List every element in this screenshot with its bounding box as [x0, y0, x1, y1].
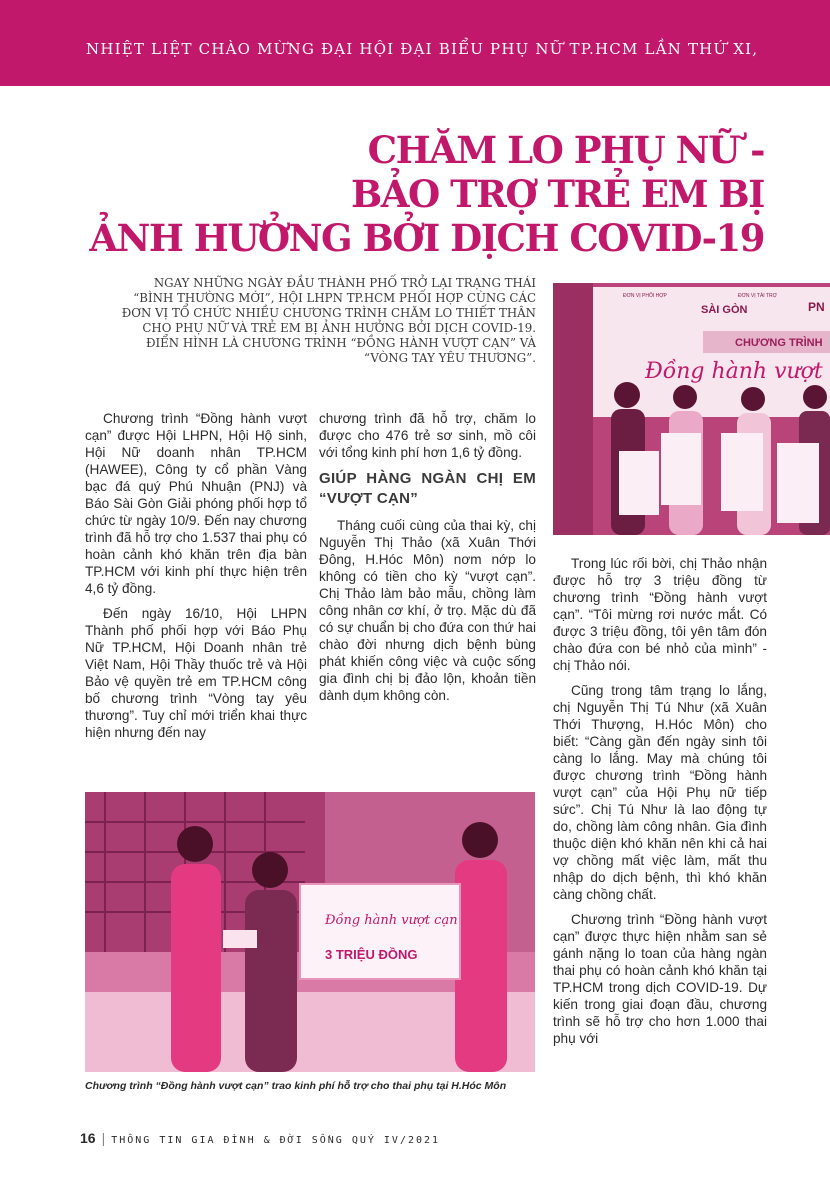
- photo-small-2: ĐƠN VỊ TÀI TRỢ: [738, 293, 777, 299]
- col1-paragraph-1: Chương trình “Đồng hành vượt cạn” được Hội LHPN, Hội Hộ sinh, Hội Nữ doanh nhân TP.HCM (HAWEE), Công ty cổ phần Vàng bạc đá quý Phú Nhuận (PNJ) và Báo Sài Gòn Giải phóng phối hợp tổ chức từ ngày 10/9. Đến nay chương trình đã hỗ trợ cho 1.537 thai phụ có hoàn cảnh khó khăn trên địa bàn TP.HCM với kinh phí thực hiện trên 4,6 tỷ đồng.: [85, 411, 307, 596]
- article-title: [64, 128, 764, 260]
- board-title: Đồng hành vượt cạn: [325, 913, 458, 928]
- col3-paragraph-2: Cũng trong tâm trạng lo lắng, chị Nguyễn Thị Tú Như (xã Xuân Thới Thượng, H.Hóc Môn) cho biết: “Càng gần đến ngày sinh tôi càng lo lắng. May mà chúng tôi được chương trình “Đồng hành vượt cạn” của Hội Phụ nữ tiếp sức”. Chị Tú Như là lao động tự do, chồng làm công nhân. Gia đình thuộc diện khó khăn nên khi cả hai vợ chồng mất việc làm, mất thu nhập do dịch bệnh, thì khó khăn càng chồng chất.: [553, 683, 767, 902]
- photo-banner-label: CHƯƠNG TRÌNH: [735, 337, 823, 349]
- column-1: [85, 410, 307, 749]
- column-2: [319, 410, 536, 712]
- section-heading: GIÚP HÀNG NGÀN CHỊ EM “VƯỢT CẠN”: [319, 470, 536, 507]
- col3-paragraph-1: Trong lúc rối bời, chị Thảo nhận được hỗ trợ 3 triệu đồng từ chương trình “Đồng hành vượt cạn”. “Tôi mừng rơi nước mắt. Có được 3 triệu đồng, tôi yên tâm đón chào đứa con bé nhỏ của mình” - chị Thảo nói.: [553, 556, 767, 673]
- col2-paragraph-2: Tháng cuối cùng của thai kỳ, chị Nguyễn Thị Thảo (xã Xuân Thới Đông, H.Hóc Môn) nơm nớp lo không có tiền cho kỳ “vượt cạn”. Chị Thảo làm bảo mẫu, chồng làm công nhân cơ khí, ở trọ. Mặc dù đã có sự chuẩn bị cho đứa con thứ hai chào đời nhưng dịch bệnh bùng phát khiến công việc và cuộc sống gia đình chị bị đảo lộn, khoản tiền dành dụm không còn.: [319, 518, 536, 703]
- col3-paragraph-3: Chương trình “Đồng hành vượt cạn” được thực hiện nhằm san sẻ gánh nặng lo toan của hàng ngàn thai phụ có hoàn cảnh khó khăn tại TP.HCM trong dịch COVID-19. Dự kiến trong giai đoạn đầu, chương trình sẽ hỗ trợ cho hơn 1.000 thai phụ với: [553, 912, 767, 1046]
- page-footer: [80, 1130, 440, 1146]
- title-line-1: CHĂM LO PHỤ NỮ -: [367, 128, 764, 172]
- photo-banner-script: Đồng hành vượt: [645, 359, 823, 384]
- event-photo: [553, 283, 830, 535]
- board-amount: 3 TRIỆU ĐỒNG: [325, 947, 418, 962]
- lead-paragraph: NGAY NHỮNG NGÀY ĐẦU THÀNH PHỐ TRỞ LẠI TRẠNG THÁI “BÌNH THƯỜNG MỚI”, HỘI LHPN TP.HCM PHỐI HỢP CÙNG CÁC ĐƠN VỊ TỔ CHỨC NHIỀU CHƯƠNG TRÌNH CHĂM LO THIẾT THÂN CHO PHỤ NỮ VÀ TRẺ EM BỊ ẢNH HƯỞNG BỞI DỊCH COVID-19. ĐIỂN HÌNH LÀ CHƯƠNG TRÌNH “ĐỒNG HÀNH VƯỢT CẠN” VÀ “VÒNG TAY YÊU THƯƠNG”.: [121, 276, 536, 365]
- banner-text: NHIỆT LIỆT CHÀO MỪNG ĐẠI HỘI ĐẠI BIỂU PHỤ NỮ TP.HCM LẦN THỨ XI,: [86, 40, 759, 58]
- title-line-3: ẢNH HƯỞNG BỞI DỊCH COVID-19: [89, 216, 764, 260]
- col1-paragraph-2: Đến ngày 16/10, Hội LHPN Thành phố phối hợp với Báo Phụ Nữ TP.HCM, Hội Doanh nhân trẻ Việt Nam, Hội Thầy thuốc trẻ và Hội Bảo vệ quyền trẻ em TP.HCM công bố chương trình “Vòng tay yêu thương”. Tuy chỉ mới triển khai thực hiện nhưng đến nay: [85, 606, 307, 740]
- col2-paragraph-1: chương trình đã hỗ trợ, chăm lo được cho 476 trẻ sơ sinh, mồ côi với tổng kinh phí hơn 1,6 tỷ đồng.: [319, 411, 536, 460]
- page-number: 16: [80, 1130, 96, 1146]
- photo-logo-saigon: SÀI GÒN: [701, 304, 748, 316]
- photo-small-1: ĐƠN VỊ PHỐI HỢP: [623, 293, 667, 299]
- column-3: [553, 555, 767, 1055]
- magazine-name: THÔNG TIN GIA ĐÌNH & ĐỜI SỐNG QUÝ IV/2021: [111, 1135, 441, 1146]
- title-line-2: BẢO TRỢ TRẺ EM BỊ: [351, 172, 764, 216]
- handover-photo: [85, 792, 535, 1072]
- photo-logo-pnj: PN: [808, 300, 825, 314]
- photo-caption: Chương trình “Đồng hành vượt cạn” trao kinh phí hỗ trợ cho thai phụ tại H.Hóc Môn: [85, 1080, 507, 1092]
- footer-separator: |: [101, 1130, 106, 1146]
- top-banner: [0, 0, 830, 86]
